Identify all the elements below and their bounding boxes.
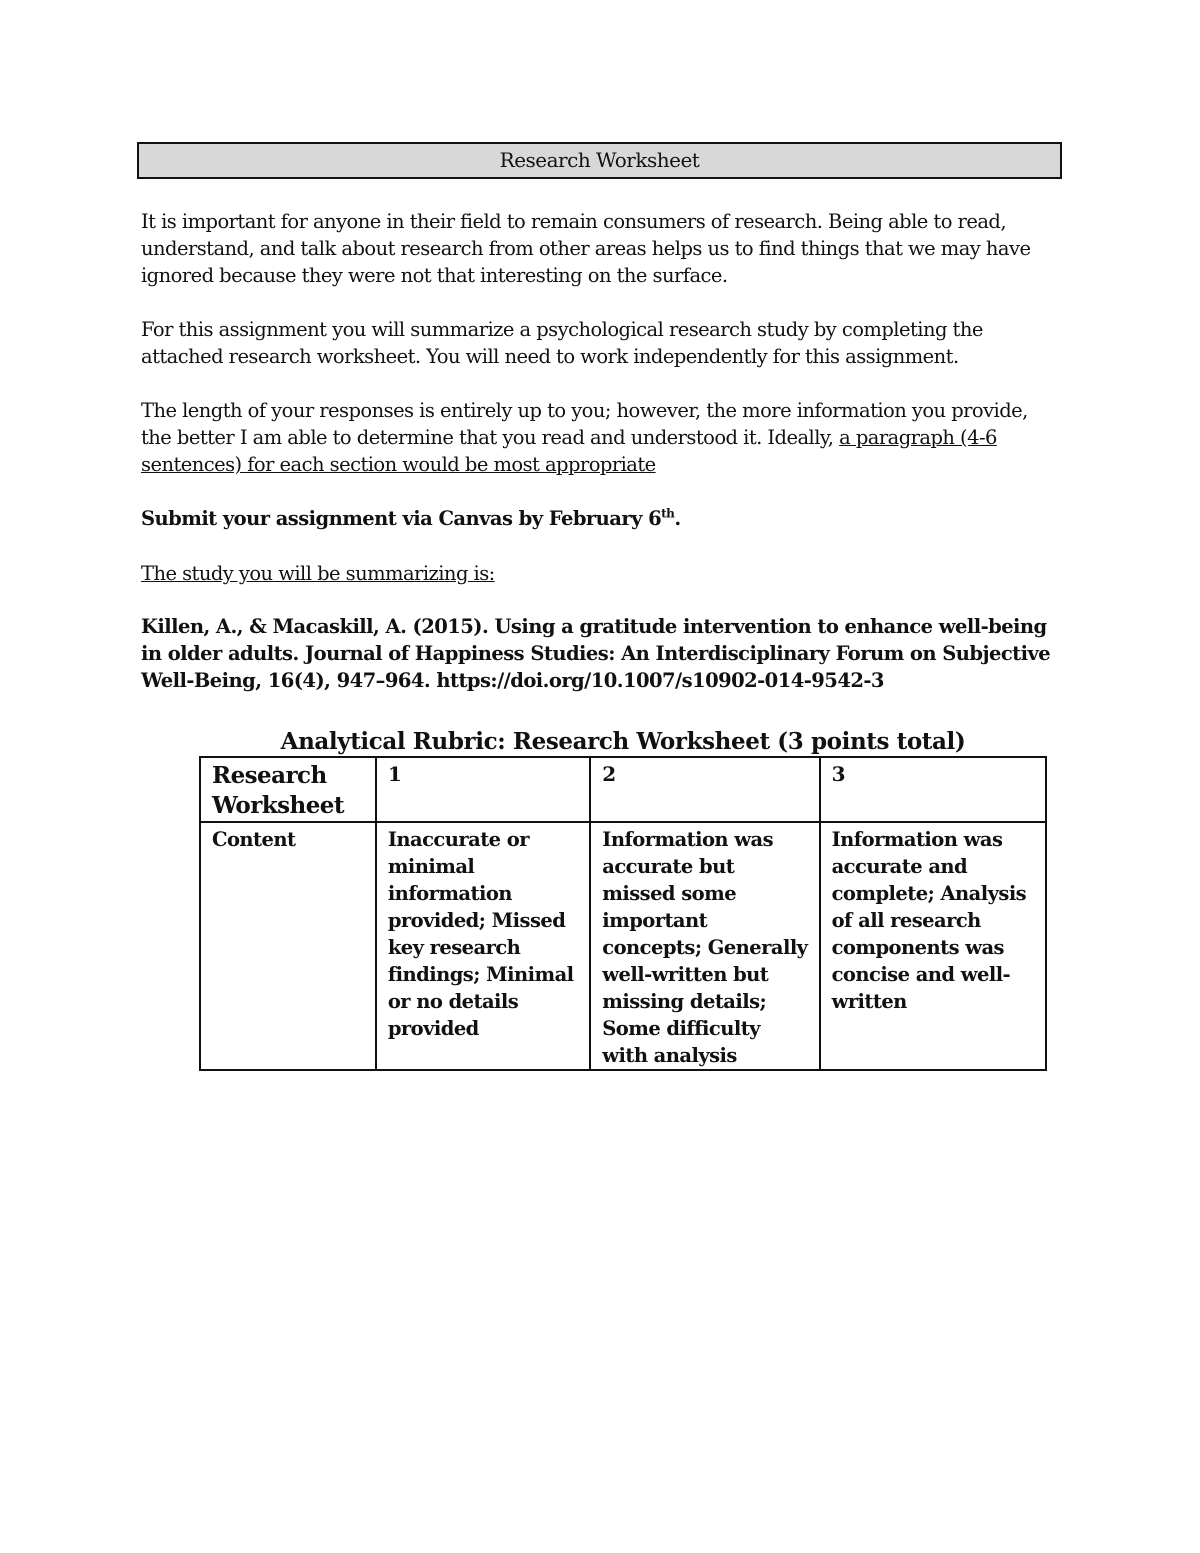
rubric-score-3-description: Information was accurate and complete; Analysis of all research components was concise and well-written — [820, 822, 1046, 1070]
submit-ordinal: th — [661, 506, 675, 521]
rubric-score-3-header: 3 — [820, 757, 1046, 822]
submit-text: Submit your assignment via Canvas by February 6 — [141, 507, 662, 530]
length-recommendation: a paragraph (4-6 sentences) for each section would be most appropriate — [141, 426, 997, 476]
worksheet-title: Research Worksheet — [137, 142, 1062, 179]
rubric-score-2-description: Information was accurate but missed some important concepts; Generally well-written but missing details; Some difficulty with analysis — [590, 822, 819, 1070]
length-paragraph — [141, 397, 1056, 478]
rubric-score-2-header: 2 — [590, 757, 819, 822]
rubric-criterion-content: Content — [200, 822, 376, 1070]
submit-period: . — [674, 507, 681, 530]
rubric-title: Analytical Rubric: Research Worksheet (3 points total) — [280, 728, 966, 755]
study-label: The study you will be summarizing is: — [141, 562, 495, 585]
study-citation: Killen, A., & Macaskill, A. (2015). Using a gratitude intervention to enhance well-being in older adults. Journal of Happiness Studies: An Interdisciplinary Forum on Subjective Well-Being, 16(4), 947–964. https://doi.org/10.1007/s10902-014-9542-3 — [141, 615, 1051, 692]
assignment-paragraph: For this assignment you will summarize a psychological research study by completing the attached research worksheet. You will need to work independently for this assignment. — [141, 318, 983, 368]
intro-paragraph: It is important for anyone in their field to remain consumers of research. Being able to read, understand, and talk about research from other areas helps us to find things that we may have ignored because they were not that interesting on the surface. — [141, 210, 1031, 287]
submit-instruction — [141, 505, 1056, 532]
rubric-header-row — [200, 757, 1046, 822]
length-text: The length of your responses is entirely up to you; however, the more information you provide, the better I am able to determine that you read and understood it. Ideally, — [141, 399, 1028, 449]
rubric-table — [199, 756, 1047, 1071]
rubric-content-row — [200, 822, 1046, 1070]
rubric-criterion-header: Research Worksheet — [200, 757, 376, 822]
rubric-score-1-description: Inaccurate or minimal information provided; Missed key research findings; Minimal or no details provided — [376, 822, 590, 1070]
rubric-score-1-header: 1 — [376, 757, 590, 822]
